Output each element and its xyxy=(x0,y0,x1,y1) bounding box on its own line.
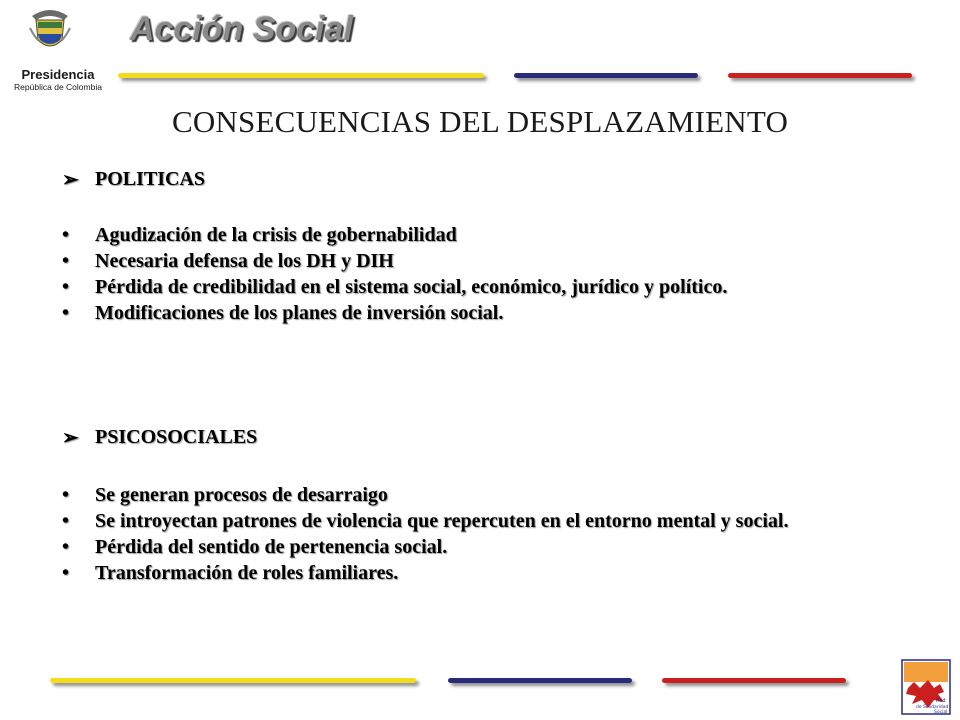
list-item xyxy=(62,300,908,326)
list-item xyxy=(62,274,908,300)
list-item-text: Pérdida del sentido de pertenencia social. xyxy=(95,536,448,558)
section-politicas xyxy=(62,167,908,326)
list-item-text: Necesaria defensa de los DH y DIH xyxy=(95,250,394,272)
top-yellow-bar xyxy=(118,73,484,78)
bullet-dot-icon: • xyxy=(62,302,70,324)
top-red-bar xyxy=(728,73,912,78)
list-item-text: Se generan procesos de desarraigo xyxy=(95,484,388,506)
bullet-dot-icon: • xyxy=(62,536,70,558)
red-solidaridad-logo-icon xyxy=(898,658,954,716)
social-label: Social xyxy=(934,710,948,715)
bullet-dot-icon: • xyxy=(62,510,70,532)
bullet-dot-icon: • xyxy=(62,224,70,246)
bullet-dot-icon: • xyxy=(62,562,70,584)
presidencia-label: Presidencia xyxy=(21,67,95,82)
list-item-text: Modificaciones de los planes de inversión social. xyxy=(95,302,504,324)
list-item xyxy=(62,222,908,248)
list-item-text: Se introyectan patrones de violencia que repercuten en el entorno mental y social. xyxy=(95,510,789,532)
arrow-bullet-icon: ➢ xyxy=(62,427,79,449)
list-item xyxy=(62,534,908,560)
section-psicosociales xyxy=(62,425,908,586)
bullet-list xyxy=(62,482,908,586)
list-item-text: Pérdida de credibilidad en el sistema social, económico, jurídico y político. xyxy=(95,276,728,298)
bullet-dot-icon: • xyxy=(62,250,70,272)
list-item-text: Agudización de la crisis de gobernabilidad xyxy=(95,224,457,246)
bullet-dot-icon: • xyxy=(62,276,70,298)
red-label: Red xyxy=(936,698,946,704)
republica-label: República de Colombia xyxy=(14,82,102,92)
top-blue-bar xyxy=(514,73,698,78)
arrow-bullet-icon: ➢ xyxy=(62,169,79,191)
slide-title: CONSECUENCIAS DEL DESPLAZAMIENTO xyxy=(171,104,789,139)
section-heading-label: PSICOSOCIALES xyxy=(95,426,258,448)
bullet-dot-icon: • xyxy=(62,484,70,506)
bottom-blue-bar xyxy=(448,678,632,683)
bottom-red-bar xyxy=(662,678,846,683)
bullet-list xyxy=(62,222,908,326)
bottom-yellow-bar xyxy=(50,678,416,683)
colombia-crest-icon xyxy=(28,6,72,56)
section-heading xyxy=(62,167,908,192)
section-heading xyxy=(62,425,908,450)
list-item xyxy=(62,560,908,586)
solidaridad-label: de Solidaridad xyxy=(916,705,949,710)
list-item xyxy=(62,508,908,534)
list-item xyxy=(62,482,908,508)
list-item xyxy=(62,248,908,274)
section-heading-label: POLITICAS xyxy=(95,168,206,190)
accion-social-logo: Acción Social xyxy=(130,10,353,48)
presidencia-logo-text xyxy=(8,68,108,92)
list-item-text: Transformación de roles familiares. xyxy=(95,562,399,584)
